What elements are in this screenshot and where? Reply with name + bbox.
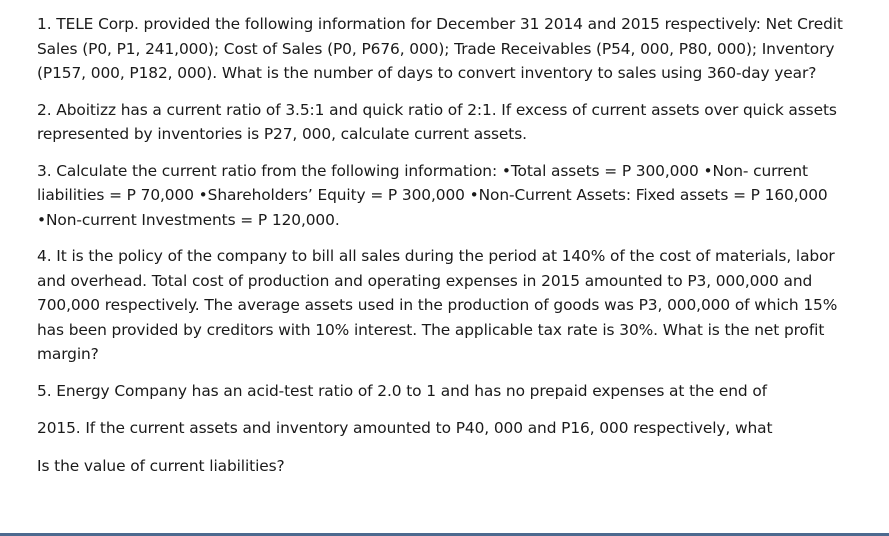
question-5-line-1: 5. Energy Company has an acid-test ratio of 2.0 to 1 and has no prepaid expenses at the end of [37, 381, 767, 400]
question-5-line-2: 2015. If the current assets and inventory amounted to P40, 000 and P16, 000 respectively, what [37, 419, 773, 437]
paragraph-gap [37, 403, 857, 416]
document-body [37, 12, 857, 478]
question-5-line-3: Is the value of current liabilities? [37, 456, 285, 475]
question-1: 1. TELE Corp. provided the following information for December 31 2014 and 2015 respectively: Net Credit Sales (P0, P1, 241,000); Cost of Sales (P0, P676, 000); Trade Receivables (P54, 000, P80, 000); Inventory (P157, 000, P182, 000). What is the number of days to convert inventory to sales using 360-day year? [37, 15, 843, 82]
question-3: 3. Calculate the current ratio from the following information: •Total assets = P 300,000 •Non- current liabilities = P 70,000 •Shareholders’ Equity = P 300,000 •Non-Current Assets: Fixed assets = P 160,000 •Non-current Investments = P 120,000. [37, 161, 828, 229]
paragraph-gap [37, 441, 857, 454]
question-2: 2. Aboitizz has a current ratio of 3.5:1 and quick ratio of 2:1. If excess of current assets over quick assets represented by inventories is P27, 000, calculate current assets. [37, 100, 837, 143]
question-4: 4. It is the policy of the company to bill all sales during the period at 140% of the cost of materials, labor and overhead. Total cost of production and operating expenses in 2015 amounted to P3, 000,000 and 700,000 respectively. The average assets used in the production of goods was P3, 000,000 of which 15% has been provided by creditors with 10% interest. The applicable tax rate is 30%. What is the net profit margin? [37, 247, 838, 363]
